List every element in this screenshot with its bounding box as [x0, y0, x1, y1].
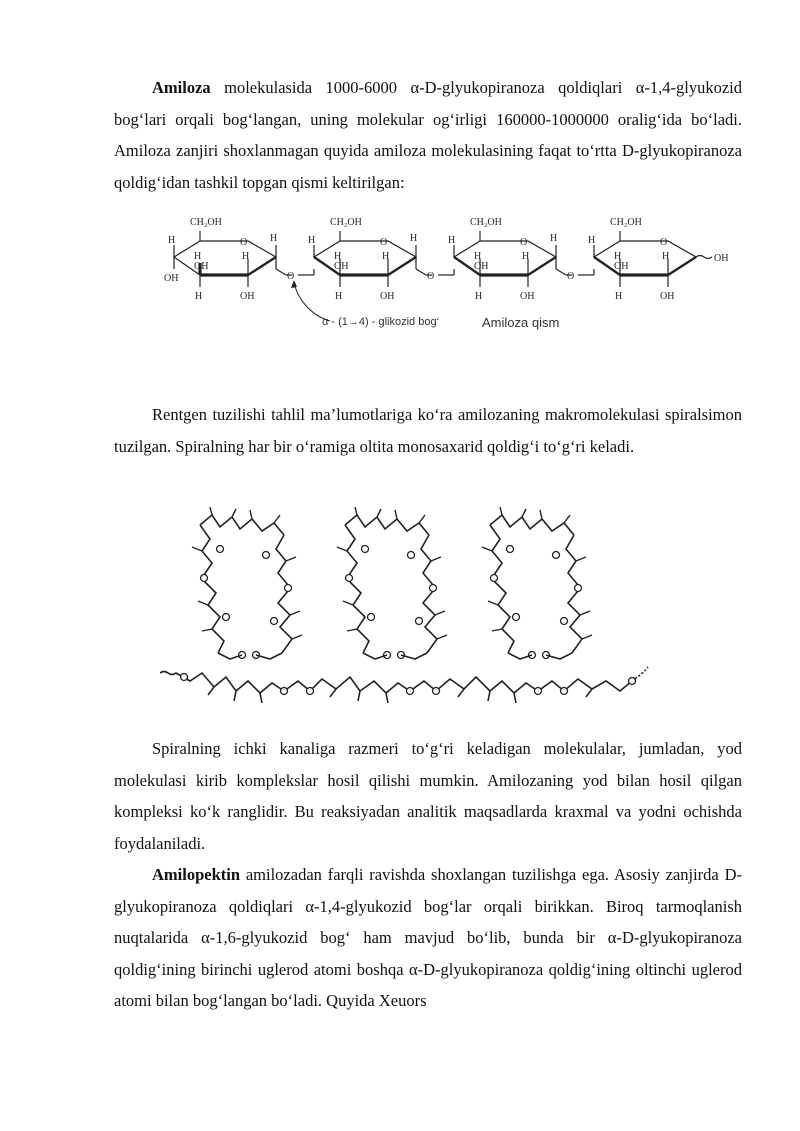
- glucose-ring-4: [594, 231, 712, 287]
- paragraph-text: molekulasida 1000-6000 α-D-glyukopiranoza qoldiqlari α-1,4-glyukozid bog‘lari orqali bog‘langan, uning molekular og‘irligi 160000-1000000 oralig‘ida bo‘ladi. Amiloza zanjiri shoxlanmagan quyida amiloza molekulasining faqat to‘rtta D-glyukopiranoza qoldig‘idan tashkil topgan qismi keltirilgan:: [114, 78, 742, 192]
- svg-text:OH: OH: [164, 273, 179, 284]
- helix-turn-3: [482, 507, 592, 659]
- svg-text:CH₂OH: CH₂OH: [470, 217, 502, 228]
- svg-text:H: H: [614, 251, 622, 262]
- svg-text:H: H: [615, 291, 623, 302]
- svg-text:O: O: [287, 271, 295, 282]
- svg-text:CH₂OH: CH₂OH: [610, 217, 642, 228]
- svg-text:H: H: [475, 291, 483, 302]
- svg-text:OH: OH: [520, 291, 535, 302]
- svg-text:H: H: [550, 233, 558, 244]
- ring-1-labels: [164, 217, 294, 302]
- svg-text:OH: OH: [334, 261, 349, 272]
- svg-text:H: H: [334, 251, 342, 262]
- svg-text:OH: OH: [614, 261, 629, 272]
- svg-text:H: H: [195, 291, 203, 302]
- svg-text:H: H: [448, 235, 456, 246]
- helix-bottom-chain: [160, 667, 648, 703]
- helix-turn-2: [337, 507, 447, 659]
- svg-text:O: O: [660, 237, 668, 248]
- end-oh-label: OH: [714, 253, 729, 264]
- svg-text:H: H: [194, 251, 202, 262]
- paragraph-amylose-intro: [114, 72, 742, 198]
- svg-text:H: H: [335, 291, 343, 302]
- svg-text:O: O: [427, 271, 435, 282]
- svg-text:O: O: [380, 237, 388, 248]
- paragraph-text: Spiralning ichki kanaliga razmeri to‘g‘ri keladigan molekulalar, jumladan, yod molekulasi kirib komplekslar hosil qilishi mumkin. Amilozaning yod bilan hosil qilgan kompleksi ko‘k ranglidir. Bu reaksiyadan analitik maqsadlarda kraxmal va yodni ochishda foydalaniladi.: [114, 739, 742, 853]
- paragraph-text: amilozadan farqli ravishda shoxlangan tuzilishga ega. Asosiy zanjirda D-glyukopiranoza qoldiqlari α-1,4-glyukozid bog‘lar orqali birikkan. Biroq tarmoqlanish nuqtalarida α-1,6-glyukozid bog‘ ham mavjud bo‘lib, bunda bir α-D-glyukopiranoza qoldig‘ining birinchi uglerod atomi boshqa α-D-glyukopiranoza qoldig‘ining oltinchi uglerod atomi bilan bog‘langan bo‘ladi. Quyida Xeuors: [114, 865, 742, 1010]
- svg-text:O: O: [567, 271, 575, 282]
- amylose-fragment-figure: [160, 203, 740, 333]
- ring-4-labels: [588, 217, 728, 302]
- amylose-part-caption: Amiloza qism: [482, 315, 560, 330]
- amylose-helix-figure: [160, 505, 660, 720]
- helix-bottom-oxygens: [181, 674, 636, 695]
- ring-3-labels: [448, 217, 574, 302]
- svg-text:OH: OH: [240, 291, 255, 302]
- svg-text:CH₂OH: CH₂OH: [330, 217, 362, 228]
- svg-text:H: H: [382, 251, 390, 262]
- svg-text:OH: OH: [660, 291, 675, 302]
- svg-text:OH: OH: [474, 261, 489, 272]
- svg-text:OH: OH: [194, 261, 209, 272]
- svg-text:O: O: [240, 237, 248, 248]
- helix-turn-1: [192, 507, 302, 659]
- paragraph-text: Rentgen tuzilishi tahlil ma’lumotlariga ko‘ra amilozaning makromolekulasi spiralsimon tuzilgan. Spiralning har bir o‘ramiga oltita monosaxarid qoldig‘i to‘g‘ri keladi.: [114, 405, 742, 456]
- ring-2-labels: [308, 217, 434, 302]
- svg-text:H: H: [308, 235, 316, 246]
- glycosidic-bond-caption: α - (1→4) - glikozid bog‘: [322, 316, 440, 328]
- term-amiloza: Amiloza: [152, 78, 211, 97]
- svg-text:OH: OH: [380, 291, 395, 302]
- svg-text:H: H: [662, 251, 670, 262]
- paragraph-xray-structure: [114, 399, 742, 462]
- paragraph-amylopectin: [114, 859, 742, 1017]
- svg-text:H: H: [410, 233, 418, 244]
- paragraph-iodine-complex: [114, 733, 742, 859]
- svg-text:H: H: [474, 251, 482, 262]
- svg-text:H: H: [522, 251, 530, 262]
- svg-text:O: O: [520, 237, 528, 248]
- svg-text:H: H: [270, 233, 278, 244]
- term-amilopektin: Amilopektin: [152, 865, 241, 884]
- svg-text:H: H: [242, 251, 250, 262]
- svg-text:CH₂OH: CH₂OH: [190, 217, 222, 228]
- svg-text:H: H: [168, 235, 176, 246]
- svg-text:H: H: [588, 235, 596, 246]
